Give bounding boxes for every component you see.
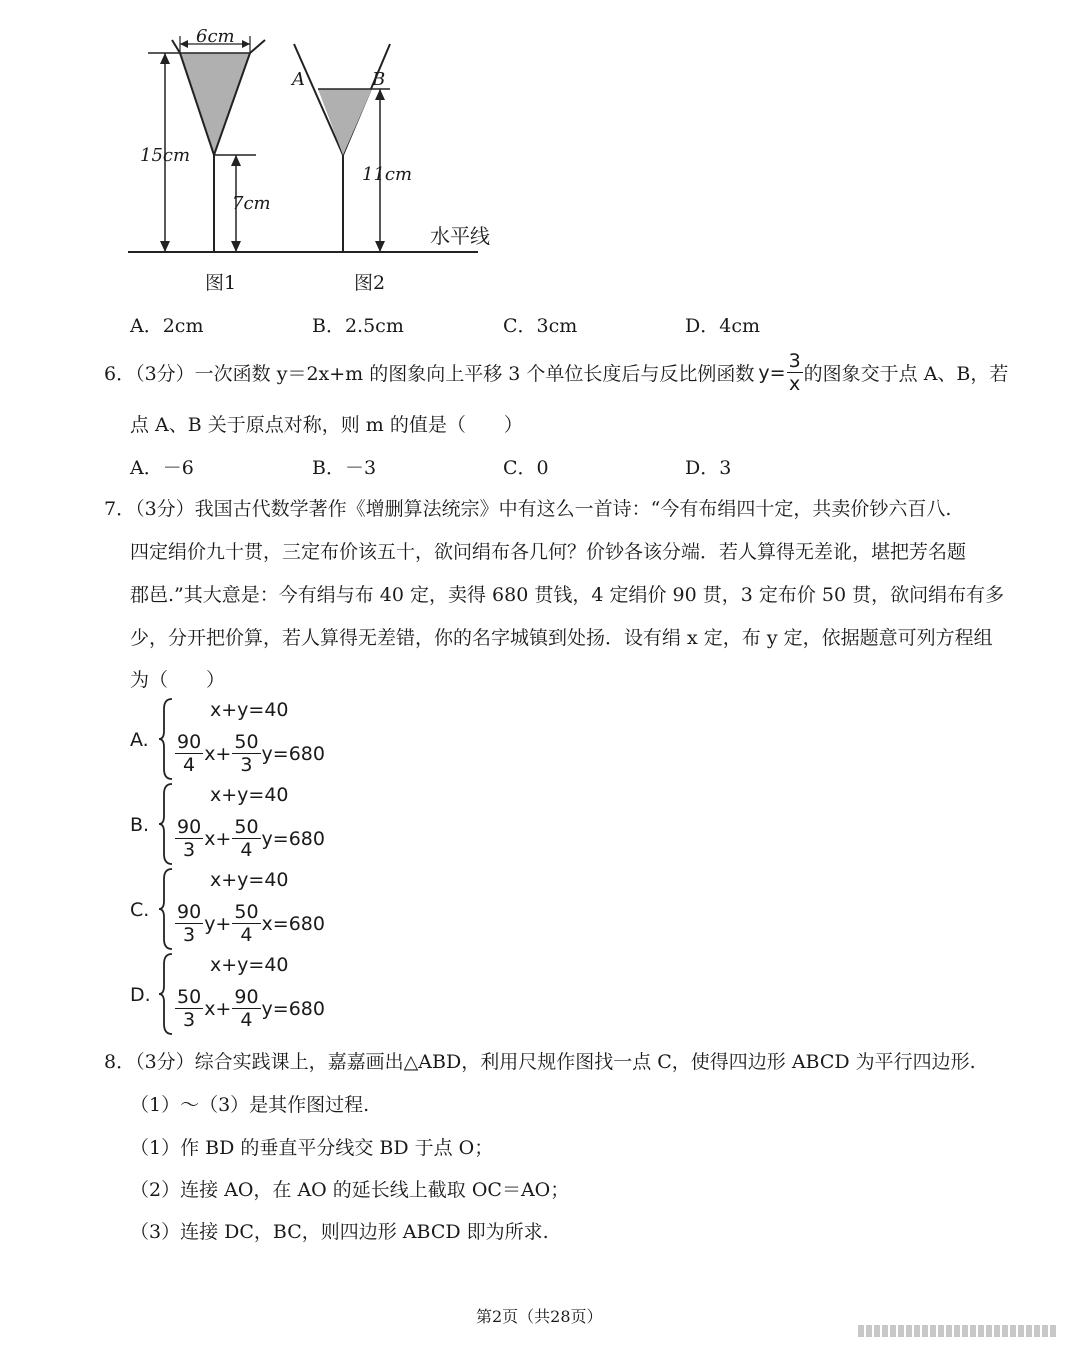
q7-line-3: 郡邑.”其大意是：今有绢与布 40 定，卖得 680 贯钱，4 定绢价 90 贯，3 定布价 50 贯，欲问绢布有多 xyxy=(130,584,1005,606)
term-var: y=680 xyxy=(261,997,325,1020)
q5-option-c: C．3cm xyxy=(503,315,578,337)
scan-edge-strip xyxy=(858,1325,1058,1337)
q5-option-b: B．2.5cm xyxy=(312,315,404,337)
q7-option-d-letter: D. xyxy=(130,984,151,1006)
q7-option-a-system xyxy=(158,697,328,781)
fraction-denominator: 3 xyxy=(183,839,196,861)
q6-func-den: x xyxy=(789,373,801,395)
fig1-height-label: 15cm xyxy=(140,145,191,166)
term-var: x+ xyxy=(204,827,232,850)
q8-line-3: （1）作 BD 的垂直平分线交 BD 于点 O； xyxy=(130,1137,494,1159)
q7-line-4: 少，分开把价算，若人算得无差错，你的名字城镇到处扬．设有绢 x 定，布 y 定，依据题意可列方程组 xyxy=(130,627,993,649)
q7-option-c-system xyxy=(158,867,328,951)
page-number: 第2页（共28页） xyxy=(476,1307,603,1326)
fraction-numerator: 90 xyxy=(177,731,202,753)
brace-icon xyxy=(158,697,174,781)
horizontal-line-label: 水平线 xyxy=(430,224,490,248)
q6-line1-suffix: 的图象交于点 A、B，若 xyxy=(803,363,1009,385)
term-var: x+ xyxy=(204,742,232,765)
fig1-width-label: 6cm xyxy=(196,26,235,47)
q7-option-c-eq1: x+y=40 xyxy=(210,869,289,891)
q5-option-d: D．4cm xyxy=(685,315,760,337)
fig2-point-a: A xyxy=(292,69,305,90)
term-var: y=680 xyxy=(261,827,325,850)
q7-option-a-eq2 xyxy=(174,731,325,776)
fraction-denominator: 4 xyxy=(183,754,196,776)
fraction-numerator: 50 xyxy=(234,901,259,923)
fraction-denominator: 3 xyxy=(183,1009,196,1031)
q8-line-2: （1）～（3）是其作图过程. xyxy=(130,1094,370,1116)
q6-option-c: C．0 xyxy=(503,457,549,479)
fraction-numerator: 90 xyxy=(234,986,259,1008)
fraction-numerator: 50 xyxy=(234,731,259,753)
q7-option-a-eq1: x+y=40 xyxy=(210,699,289,721)
q6-func-lhs: y= xyxy=(758,361,786,384)
term-var: x=680 xyxy=(261,912,325,935)
q7-option-d-eq2 xyxy=(174,986,325,1031)
q7-option-b-eq1: x+y=40 xyxy=(210,784,289,806)
q8-line-5: （3）连接 DC，BC，则四边形 ABCD 即为所求. xyxy=(130,1221,549,1243)
fraction-denominator: 4 xyxy=(240,839,253,861)
fraction-denominator: 3 xyxy=(240,754,253,776)
fig1-stem-label: 7cm xyxy=(232,193,271,214)
q7-option-d-system xyxy=(158,952,328,1036)
q8-line-4: （2）连接 AO，在 AO 的延长线上截取 OC＝AO； xyxy=(130,1179,570,1201)
q6-option-a: A．－6 xyxy=(130,457,194,479)
q6-line1-prefix: 6．（3分）一次函数 y＝2x+m 的图象向上平移 3 个单位长度后与反比例函数 xyxy=(104,363,755,385)
term-var: y=680 xyxy=(261,742,325,765)
q6-line2: 点 A、B 关于原点对称，则 m 的值是（ ） xyxy=(130,414,523,436)
fraction-denominator: 3 xyxy=(183,924,196,946)
q7-option-c-eq2 xyxy=(174,901,325,946)
q7-line-2: 四定绢价九十贯，三定布价该五十，欲问绢布各几何？价钞各该分端．若人算得无差讹，堪把芳名题 xyxy=(130,541,967,563)
q5-option-a: A．2cm xyxy=(130,315,204,337)
fraction-denominator: 4 xyxy=(240,924,253,946)
q7-option-c-letter: C. xyxy=(130,899,150,921)
fraction-numerator: 50 xyxy=(234,816,259,838)
q7-option-b-eq2 xyxy=(174,816,325,861)
brace-icon xyxy=(158,867,174,951)
q7-option-a-letter: A. xyxy=(130,729,149,751)
q6-option-d: D．3 xyxy=(685,457,732,479)
fraction-numerator: 90 xyxy=(177,901,202,923)
brace-icon xyxy=(158,952,174,1036)
brace-icon xyxy=(158,782,174,866)
q6-line1 xyxy=(104,350,1008,395)
fig1-caption: 图1 xyxy=(205,272,237,294)
fig2-point-b: B xyxy=(372,69,386,90)
fraction-numerator: 90 xyxy=(177,816,202,838)
q7-line-5: 为（ ） xyxy=(130,669,226,691)
q6-func-fraction xyxy=(787,350,803,395)
q7-line-1: 7．（3分）我国古代数学著作《增删算法统宗》中有这么一首诗：“今有布绢四十定，共卖价钞六百八. xyxy=(104,498,952,520)
fraction-numerator: 50 xyxy=(177,986,202,1008)
q6-option-b: B．－3 xyxy=(312,457,377,479)
q8-line-1: 8．（3分）综合实践课上，嘉嘉画出△ABD，利用尺规作图找一点 C，使得四边形 ABCD 为平行四边形. xyxy=(104,1051,976,1073)
term-var: y+ xyxy=(204,912,232,935)
q7-option-d-eq1: x+y=40 xyxy=(210,954,289,976)
fig2-height-label: 11cm xyxy=(362,164,413,185)
fig2-caption: 图2 xyxy=(354,272,386,294)
q7-option-b-system xyxy=(158,782,328,866)
q6-func-num: 3 xyxy=(788,350,801,372)
term-var: x+ xyxy=(204,997,232,1020)
q7-option-b-letter: B. xyxy=(130,814,150,836)
fraction-denominator: 4 xyxy=(240,1009,253,1031)
